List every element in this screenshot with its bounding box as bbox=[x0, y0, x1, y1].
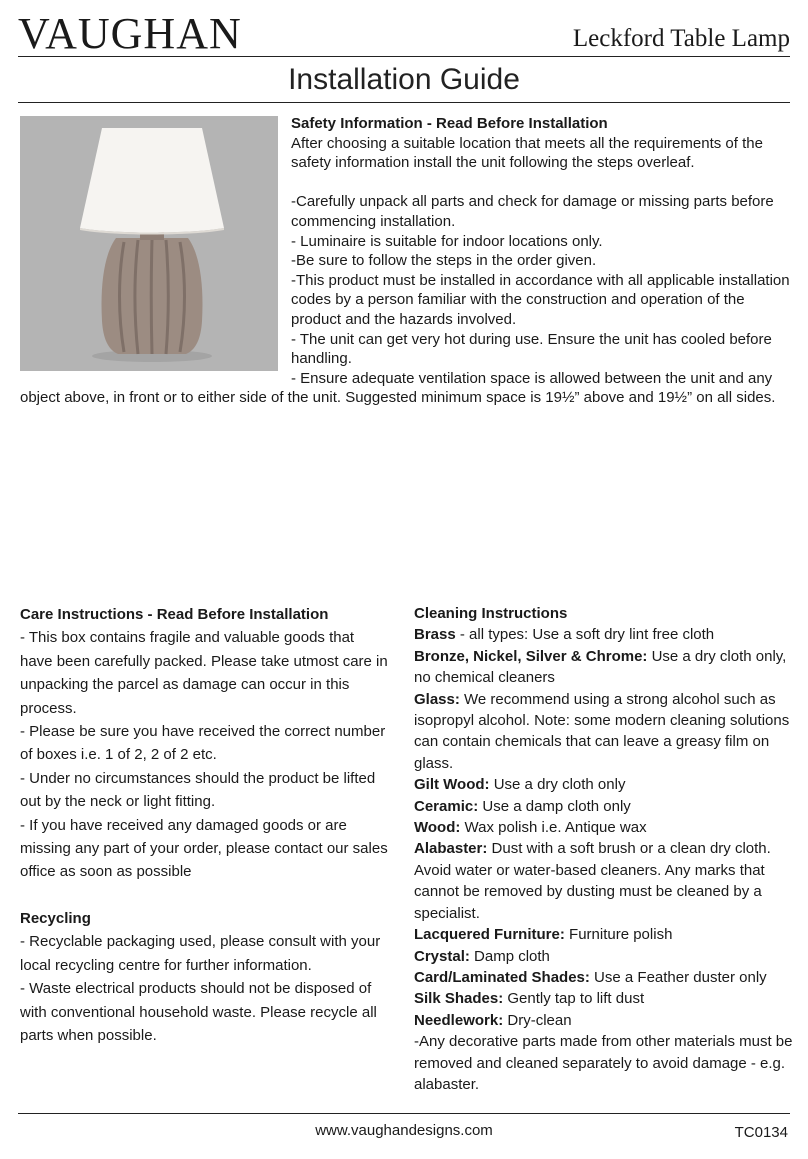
cleaning-text: Furniture polish bbox=[564, 926, 673, 944]
care-heading: Care Instructions - Read Before Installation bbox=[20, 606, 329, 623]
cleaning-item bbox=[414, 646, 794, 689]
cleaning-item bbox=[414, 689, 794, 775]
footer-rule bbox=[18, 1113, 790, 1114]
cleaning-text: We recommend using a strong alcohol such as isopropyl alcohol. Note: some modern cleaning solutions can contain chemicals that can leave a greasy film on glass. bbox=[414, 690, 790, 772]
cleaning-label: Ceramic: bbox=[414, 797, 479, 815]
cleaning-label: Wood: bbox=[414, 819, 461, 837]
safety-item: -This product must be installed in accordance with all applicable installation codes by a person familiar with the construction and operation of the product and the hazards involved. bbox=[291, 271, 790, 328]
title-rule bbox=[18, 102, 790, 103]
care-item: - If you have received any damaged goods or are missing any part of your order, please contact our sales office as soon as possible bbox=[20, 816, 388, 881]
cleaning-heading: Cleaning Instructions bbox=[414, 605, 568, 622]
recycling-item: - Waste electrical products should not be disposed of with conventional household waste. Please recycle all parts when possible. bbox=[20, 980, 377, 1044]
care-item: - Please be sure you have received the correct number of boxes i.e. 1 of 2, 2 of 2 etc. bbox=[20, 723, 386, 764]
cleaning-item bbox=[414, 624, 794, 645]
cleaning-label: Needlework: bbox=[414, 1011, 504, 1029]
cleaning-label: Gilt Wood: bbox=[414, 776, 490, 794]
recycling-heading: Recycling bbox=[20, 909, 91, 927]
header-rule bbox=[18, 56, 790, 57]
cleaning-text: Damp cloth bbox=[469, 947, 550, 965]
cleaning-label: Silk Shades: bbox=[414, 990, 504, 1008]
cleaning-closing: -Any decorative parts made from other materials must be removed and cleaned separately to avoid damage - e.g. alabaster. bbox=[414, 1033, 793, 1093]
product-name: Leckford Table Lamp bbox=[572, 25, 790, 52]
cleaning-text: Use a dry cloth only, no chemical cleaners bbox=[414, 647, 787, 687]
safety-item: - Luminaire is suitable for indoor locations only. bbox=[291, 232, 603, 250]
safety-item: - Ensure adequate ventilation space is allowed between the unit and any object above, in front or to either side of the unit. Suggested minimum space is 19½” above and 19½” on all sides. bbox=[20, 369, 776, 407]
cleaning-label: Lacquered Furniture: bbox=[414, 926, 565, 944]
cleaning-text: Gently tap to lift dust bbox=[503, 990, 645, 1008]
cleaning-item bbox=[414, 817, 794, 838]
safety-item: - The unit can get very hot during use. Ensure the unit has cooled before handling. bbox=[291, 330, 772, 368]
care-column bbox=[20, 603, 390, 1047]
cleaning-item bbox=[414, 774, 794, 795]
cleaning-item bbox=[414, 946, 794, 967]
brand-logo: VAUGHAN bbox=[18, 9, 242, 58]
footer-code: TC0134 bbox=[734, 1124, 788, 1141]
footer-url: www.vaughandesigns.com bbox=[315, 1122, 493, 1139]
cleaning-item bbox=[414, 967, 794, 988]
cleaning-text: Dust with a soft brush or a clean dry cloth. Avoid water or water-based cleaners. Any marks that cannot be removed by dusting must be cleaned by a specialist. bbox=[414, 840, 771, 922]
cleaning-item bbox=[414, 838, 794, 924]
cleaning-item bbox=[414, 924, 794, 945]
cleaning-text: Use a dry cloth only bbox=[489, 776, 626, 794]
cleaning-item bbox=[414, 988, 794, 1009]
safety-item: -Be sure to follow the steps in the order given. bbox=[291, 252, 597, 270]
cleaning-text: Use a Feather duster only bbox=[589, 968, 767, 986]
cleaning-item bbox=[414, 796, 794, 817]
cleaning-label: Glass: bbox=[414, 690, 460, 708]
cleaning-text: Wax polish i.e. Antique wax bbox=[460, 819, 647, 837]
cleaning-text: Use a damp cloth only bbox=[478, 797, 631, 815]
recycling-item: - Recyclable packaging used, please consult with your local recycling centre for further information. bbox=[20, 933, 381, 974]
cleaning-label: Bronze, Nickel, Silver & Chrome: bbox=[414, 647, 648, 665]
safety-item: -Carefully unpack all parts and check for damage or missing parts before commencing installation. bbox=[291, 193, 774, 230]
cleaning-item bbox=[414, 1010, 794, 1031]
cleaning-label: Crystal: bbox=[414, 947, 470, 965]
cleaning-label: Brass bbox=[414, 626, 456, 644]
cleaning-text: - all types: Use a soft dry lint free cloth bbox=[455, 626, 715, 644]
safety-intro: After choosing a suitable location that meets all the requirements of the safety information install the unit following the steps overleaf. bbox=[291, 134, 763, 172]
care-item: - Under no circumstances should the product be lifted out by the neck or light fitting. bbox=[20, 769, 376, 811]
page-title: Installation Guide bbox=[288, 63, 520, 96]
cleaning-column bbox=[414, 603, 794, 1095]
safety-heading: Safety Information - Read Before Installation bbox=[291, 115, 608, 132]
cleaning-text: Dry-clean bbox=[503, 1011, 572, 1029]
cleaning-label: Alabaster: bbox=[414, 840, 488, 858]
care-item: - This box contains fragile and valuable goods that have been carefully packed. Please take utmost care in unpacking the parcel as damage can occur in this process. bbox=[20, 629, 388, 717]
cleaning-label: Card/Laminated Shades: bbox=[414, 968, 590, 986]
safety-section bbox=[20, 114, 790, 408]
